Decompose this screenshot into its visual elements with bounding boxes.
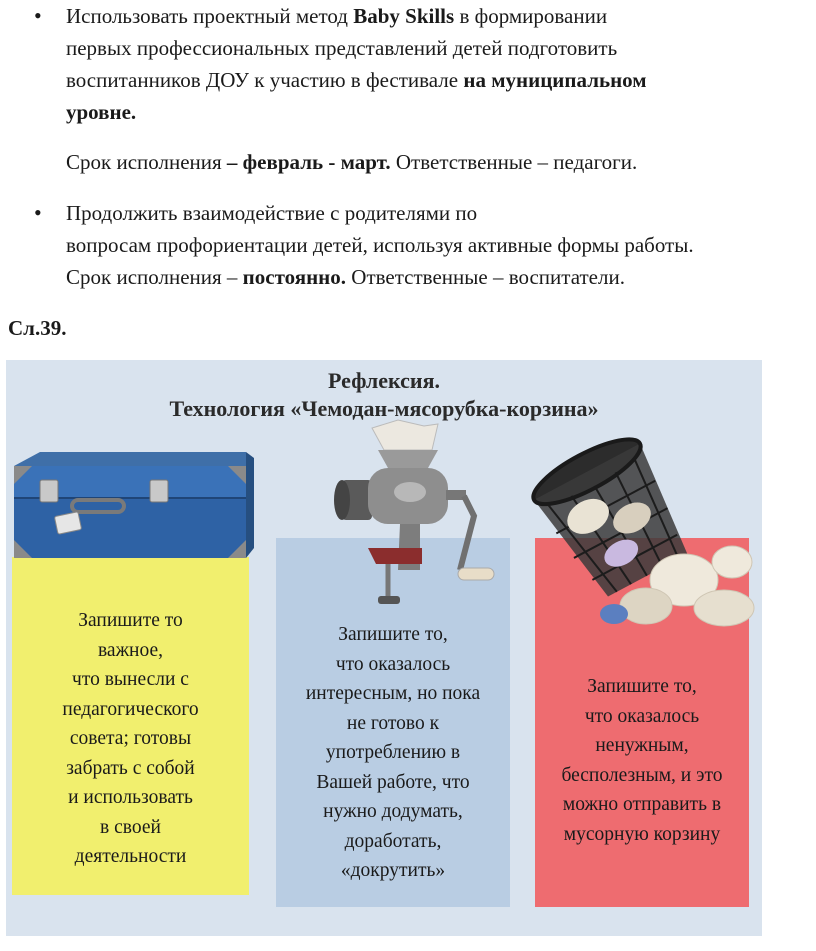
basket-text-line: можно отправить в	[562, 794, 722, 815]
grinder-text-line: интересным, но пока	[305, 683, 481, 704]
suitcase-icon	[10, 448, 250, 568]
grinder-text-line: Запишите то,	[338, 624, 448, 645]
item2-line3: Срок исполнения – постоянно. Ответственные – воспитатели.	[66, 265, 625, 289]
suitcase-text-line: деятельности	[74, 846, 187, 867]
item1-line4: уровне.	[66, 100, 137, 124]
grinder-text-line: Вашей работе, что	[316, 771, 470, 793]
basket-text-line: мусорную корзину	[563, 823, 721, 845]
suitcase-text-line: и использовать	[68, 787, 193, 808]
grinder-text-line: что оказалось	[335, 653, 451, 675]
bullet-2-icon: •	[34, 200, 42, 225]
deadline1-line: Срок исполнения – февраль - март. Ответственные – педагоги.	[66, 150, 638, 174]
suitcase-text-line: совета; готовы	[69, 728, 192, 749]
item1-line1: Использовать проектный метод Baby Skills в формировании	[66, 4, 608, 28]
reflection-slide	[6, 360, 762, 936]
item1-line2: первых профессиональных представлений детей подготовить	[66, 36, 618, 60]
grinder-text-line: нужно додумать,	[323, 801, 463, 822]
basket-text-line: Запишите то,	[587, 676, 697, 697]
suitcase-text-line: что вынесли с	[72, 669, 189, 690]
suitcase-text	[12, 606, 249, 872]
bullet-1-icon: •	[34, 3, 42, 28]
basket-text-line: что оказалось	[584, 705, 700, 727]
suitcase-text-line: в своей	[100, 816, 161, 838]
grinder-text-line: «докрутить»	[340, 860, 446, 881]
grinder-text-line: доработать,	[344, 830, 442, 852]
basket-text-line: бесполезным, и это	[561, 764, 723, 786]
suitcase-text-line: забрать с собой	[66, 757, 195, 779]
item2-line1: Продолжить взаимодействие с родителями по	[66, 201, 478, 225]
slide-title: Рефлексия.	[328, 368, 440, 393]
item2-line2: вопросам профориентации детей, используя активные формы работы.	[66, 233, 694, 257]
basket-text-line: ненужным,	[595, 735, 689, 756]
slide-subtitle: Технология «Чемодан-мясорубка-корзина»	[169, 396, 599, 421]
suitcase-text-line: Запишите то	[78, 610, 183, 631]
meat-grinder-icon	[328, 420, 498, 610]
suitcase-text-line: важное,	[97, 639, 164, 661]
slide-label: Сл.39.	[8, 316, 67, 340]
item1-line3: воспитанников ДОУ к участию в фестивале на муниципальном	[66, 68, 647, 92]
grinder-text-line: употреблению в	[325, 742, 461, 763]
suitcase-text-line: педагогического	[62, 698, 199, 720]
grinder-text-line: не готово к	[346, 712, 440, 734]
trash-basket-icon	[534, 430, 764, 630]
